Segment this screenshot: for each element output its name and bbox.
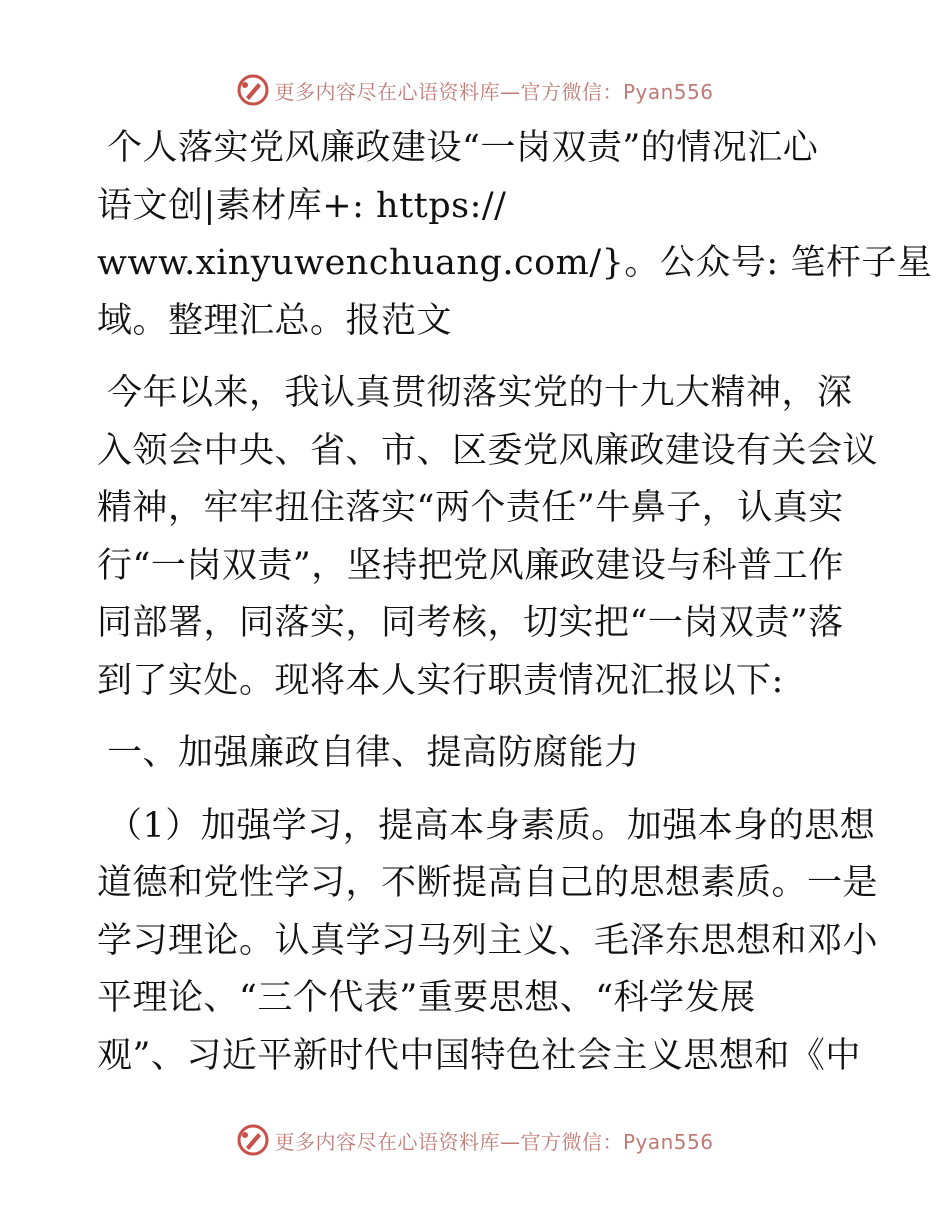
section-heading: 一、加强廉政自律、提高防腐能力 (107, 733, 640, 773)
document-title (97, 120, 933, 350)
paragraph-line: 观”、习近平新时代中国特色社会主义思想和《中 (97, 1035, 861, 1076)
paragraph-line: （1）加强学习，提高本身素质。加强本身的思想 (107, 805, 876, 846)
paragraph-line: 学习理论。认真学习马列主义、毛泽东思想和邓小 (97, 920, 879, 961)
paragraph-study (97, 798, 879, 1086)
title-line: www.xinyuwenchuang.com/}。公众号: 笔杆子星 (97, 243, 933, 283)
pen-logo-icon (236, 73, 270, 107)
header-banner (0, 70, 950, 110)
document-body (97, 120, 933, 1085)
title-line: 个人落实党风廉政建设“一岗双责”的情况汇心 (107, 128, 819, 168)
paragraph-line: 入领会中央、省、市、区委党风廉政建设有关会议 (97, 430, 879, 471)
paragraph-line: 道德和党性学习，不断提高自己的思想素质。一是 (97, 863, 879, 903)
paragraph-line: 精神，牢牢扭住落实“两个责任”牛鼻子，认真实 (97, 488, 844, 528)
paragraph-line: 同部署，同落实，同考核，切实把“一岗双责”落 (97, 603, 844, 643)
pen-logo-icon (236, 1123, 270, 1157)
banner-text: 更多内容尽在心语资料库—官方微信：Pyan556 (274, 79, 714, 104)
paragraph-line: 行“一岗双责”，坚持把党风廉政建设与科普工作 (97, 545, 844, 586)
paragraph-line: 到了实处。现将本人实行职责情况汇报以下: (97, 660, 784, 701)
title-line: 域。整理汇总。报范文 (97, 300, 453, 341)
paragraph-line: 今年以来，我认真贯彻落实党的十九大精神，深 (107, 373, 853, 413)
paragraph-line: 平理论、“三个代表”重要思想、“科学发展 (97, 978, 756, 1018)
title-line: 语文创|素材库+: https:// (97, 185, 507, 226)
paragraph-intro (97, 365, 879, 710)
banner-text: 更多内容尽在心语资料库—官方微信：Pyan556 (274, 1129, 714, 1154)
footer-banner (0, 1120, 950, 1160)
